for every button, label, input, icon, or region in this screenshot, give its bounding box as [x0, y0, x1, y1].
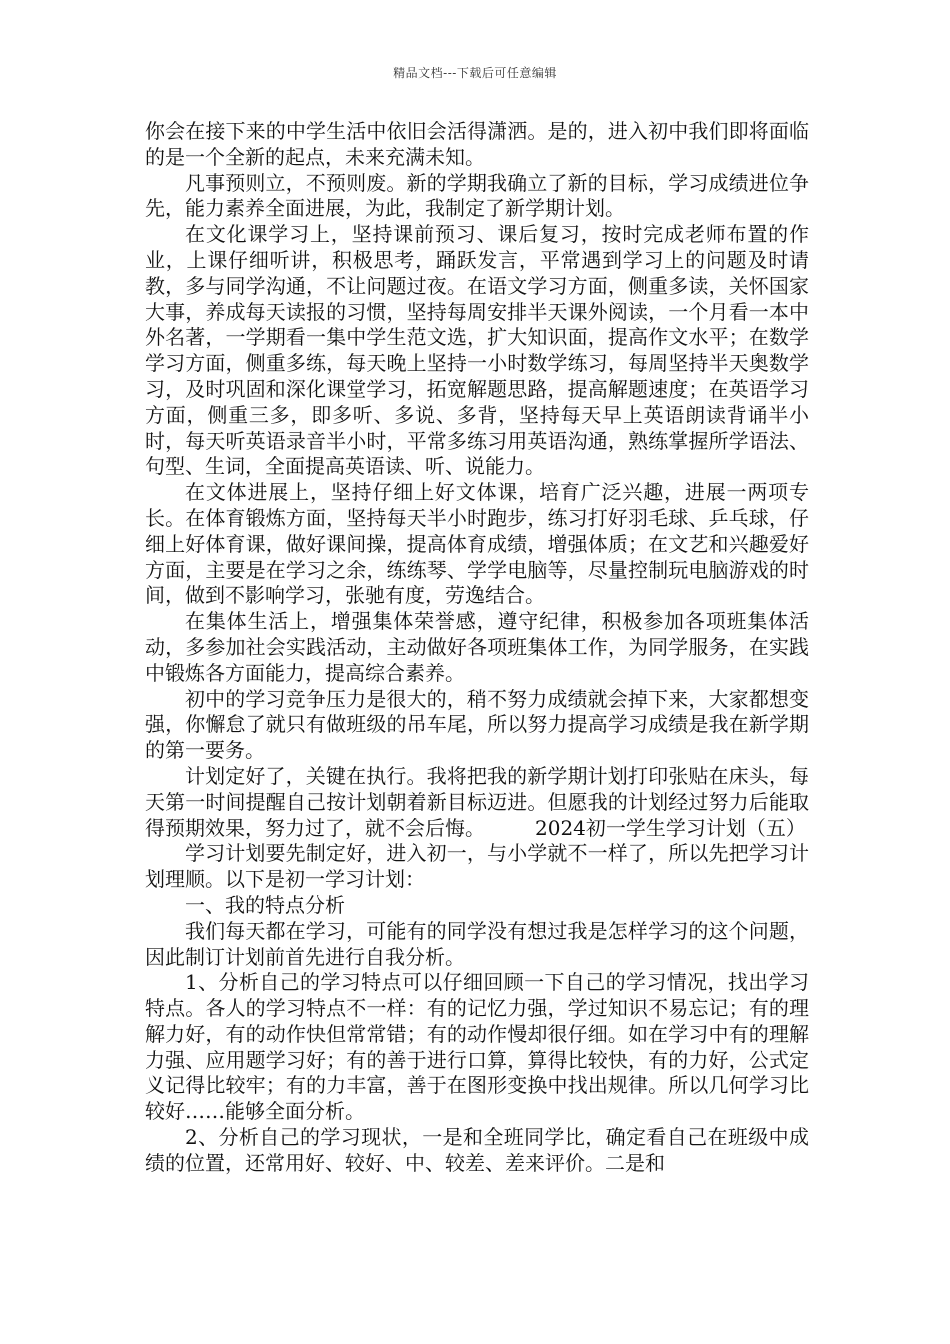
paragraph: 计划定好了，关键在执行。我将把我的新学期计划打印张贴在床头，每天第一时间提醒自己按计划朝着新目标迈进。但愿我的计划经过努力后能取得预期效果，努力过了，就不会后悔。 2024初一学生学习计划（五） — [145, 763, 809, 840]
paragraph: 凡事预则立，不预则废。新的学期我确立了新的目标，学习成绩进位争先，能力素养全面进展，为此，我制定了新学期计划。 — [145, 170, 809, 221]
paragraph: 在文体进展上，坚持仔细上好文体课，培育广泛兴趣，进展一两项专长。在体育锻炼方面，坚持每天半小时跑步，练习打好羽毛球、乒乓球，仔细上好体育课，做好课间操，提高体育成绩，增强体质；在文艺和兴趣爱好方面，主要是在学习之余，练练琴、学学电脑等，尽量控制玩电脑游戏的时间，做到不影响学习，张驰有度，劳逸结合。 — [145, 480, 809, 608]
paragraph: 2、分析自己的学习现状，一是和全班同学比，确定看自己在班级中成绩的位置，还常用好、较好、中、较差、差来评价。二是和 — [145, 1125, 809, 1175]
section-heading: 一、我的特点分析 — [185, 892, 345, 917]
paragraph: 学习计划要先制定好，进入初一，与小学就不一样了，所以先把学习计划理顺。以下是初一学习计划： — [145, 841, 809, 892]
paragraph: 1、分析自己的学习特点可以仔细回顾一下自己的学习情况，找出学习特点。各人的学习特点不一样：有的记忆力强，学过知识不易忘记；有的理解力好，有的动作快但常常错；有的动作慢却很仔细。如在学习中有的理解力强、应用题学习好；有的善于进行口算，算得比较快，有的力好，公式定义记得比较牢；有的力丰富，善于在图形变换中找出规律。所以几何学习比较好……能够全面分析。 — [145, 970, 809, 1124]
paragraph: 你会在接下来的中学生活中依旧会活得潇洒。是的，进入初中我们即将面临的是一个全新的起点，未来充满未知。 — [145, 119, 809, 169]
paragraph: 在文化课学习上，坚持课前预习、课后复习，按时完成老师布置的作业，上课仔细听讲，积极思考，踊跃发言，平常遇到学习上的问题及时请教，多与同学沟通，不让问题过夜。在语文学习方面，侧重多读，关怀国家大事，养成每天读报的习惯，坚持每周安排半天课外阅读，一个月看一本中外名著，一学期看一集中学生范文选，扩大知识面，提高作文水平；在数学学习方面，侧重多练，每天晚上坚持一小时数学练习，每周坚持半天奥数学习，及时巩固和深化课堂学习，拓宽解题思路，提高解题速度；在英语学习方面，侧重三多，即多听、多说、多背，坚持每天早上英语朗读背诵半小时，每天听英语录音半小时，平常多练习用英语沟通，熟练掌握所学语法、句型、生词，全面提高英语读、听、说能力。 — [145, 222, 809, 479]
paragraph: 我们每天都在学习，可能有的同学没有想过我是怎样学习的这个问题，因此制订计划前首先进行自我分析。 — [145, 918, 809, 969]
paragraph: 初中的学习竞争压力是很大的，稍不努力成绩就会掉下来，大家都想变强，你懈怠了就只有做班级的吊车尾，所以努力提高学习成绩是我在新学期的第一要务。 — [145, 686, 809, 763]
paragraph: 在集体生活上，增强集体荣誉感，遵守纪律，积极参加各项班集体活动，多参加社会实践活动，主动做好各项班集体工作，为同学服务，在实践中锻炼各方面能力，提高综合素养。 — [145, 609, 809, 685]
page-header: 精品文档---下载后可任意编辑 — [393, 66, 557, 80]
document-body — [145, 119, 809, 1177]
